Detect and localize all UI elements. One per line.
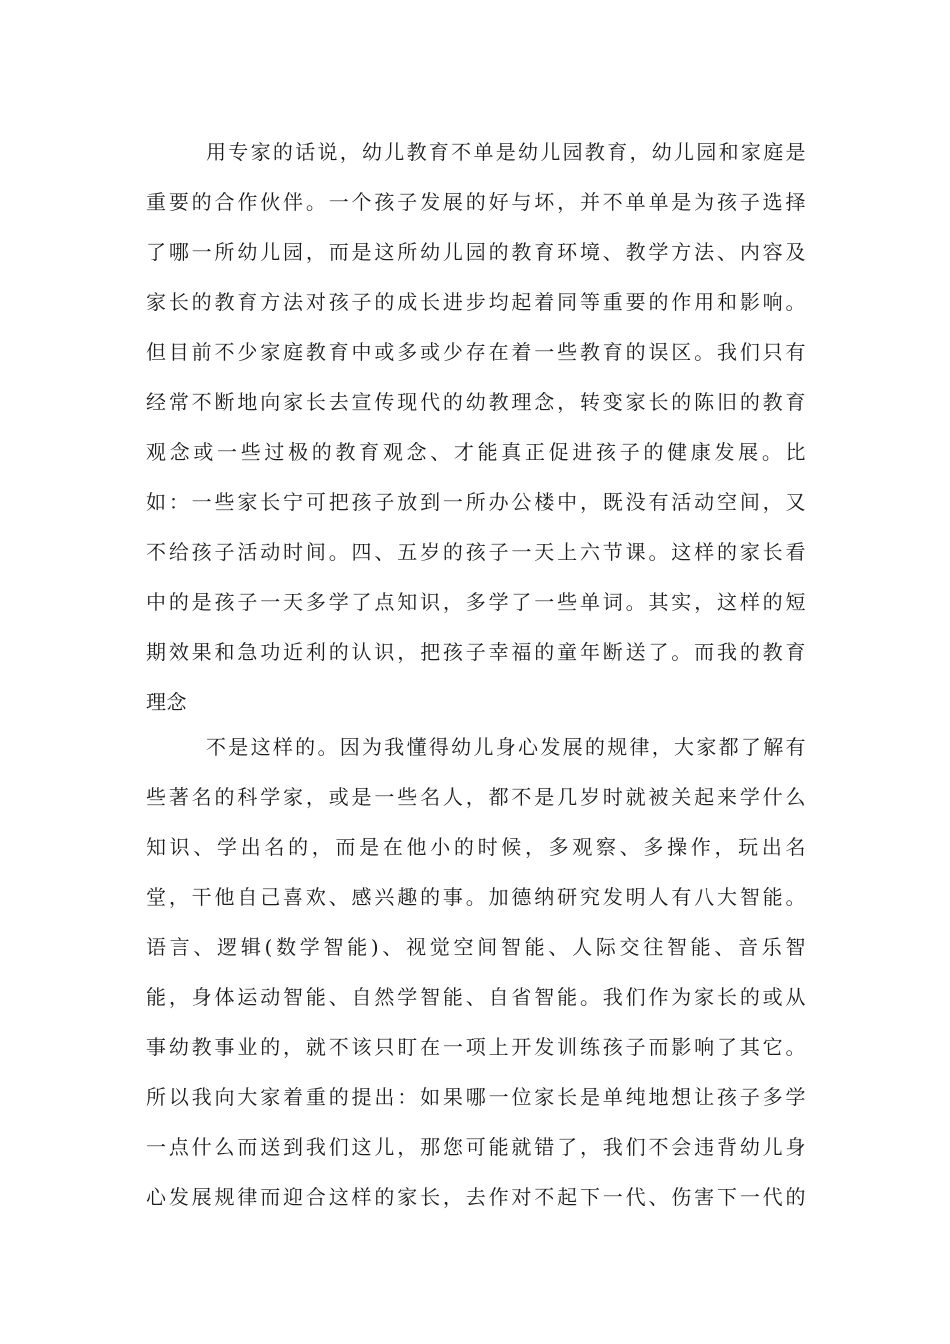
text-line: 家长的教育方法对孩子的成长进步均起着同等重要的作用和影响。 — [146, 290, 806, 314]
text-line: 用专家的话说，幼儿教育不单是幼儿园教育，幼儿园和家庭是 — [206, 140, 806, 164]
text-line: 中的是孩子一天多学了点知识，多学了一些单词。其实，这样的短 — [146, 590, 806, 614]
text-line: 经常不断地向家长去宣传现代的幼教理念，转变家长的陈旧的教育 — [146, 390, 806, 414]
text-line: 事幼教事业的，就不该只盯在一项上开发训练孩子而影响了其它。 — [146, 1035, 806, 1059]
text-line: 理念 — [146, 690, 187, 714]
text-line: 所以我向大家着重的提出：如果哪一位家长是单纯地想让孩子多学 — [146, 1085, 806, 1109]
text-line: 语言、逻辑(数学智能)、视觉空间智能、人际交往智能、音乐智 — [146, 935, 806, 959]
text-line: 了哪一所幼儿园，而是这所幼儿园的教育环境、教学方法、内容及 — [146, 240, 806, 264]
text-line: 不是这样的。因为我懂得幼儿身心发展的规律，大家都了解有 — [206, 735, 806, 759]
text-line: 一点什么而送到我们这儿，那您可能就错了，我们不会违背幼儿身 — [146, 1135, 806, 1159]
text-line: 不给孩子活动时间。四、五岁的孩子一天上六节课。这样的家长看 — [146, 540, 806, 564]
text-line: 能，身体运动智能、自然学智能、自省智能。我们作为家长的或从 — [146, 985, 806, 1009]
paragraph-1 — [146, 127, 806, 727]
text-line: 重要的合作伙伴。一个孩子发展的好与坏，并不单单是为孩子选择 — [146, 190, 806, 214]
text-line: 期效果和急功近利的认识，把孩子幸福的童年断送了。而我的教育 — [146, 640, 806, 664]
text-line: 但目前不少家庭教育中或多或少存在着一些教育的误区。我们只有 — [146, 340, 806, 364]
text-line: 知识、学出名的，而是在他小的时候，多观察、多操作，玩出名 — [146, 835, 806, 859]
text-line: 观念或一些过极的教育观念、才能真正促进孩子的健康发展。比 — [146, 440, 806, 464]
text-line: 如：一些家长宁可把孩子放到一所办公楼中，既没有活动空间，又 — [146, 490, 806, 514]
text-line: 堂，干他自己喜欢、感兴趣的事。加德纳研究发明人有八大智能。 — [146, 885, 806, 909]
text-line: 心发展规律而迎合这样的家长，去作对不起下一代、伤害下一代的 — [146, 1185, 806, 1209]
text-line: 些著名的科学家，或是一些名人，都不是几岁时就被关起来学什么 — [146, 785, 806, 809]
paragraph-2 — [146, 722, 806, 1222]
